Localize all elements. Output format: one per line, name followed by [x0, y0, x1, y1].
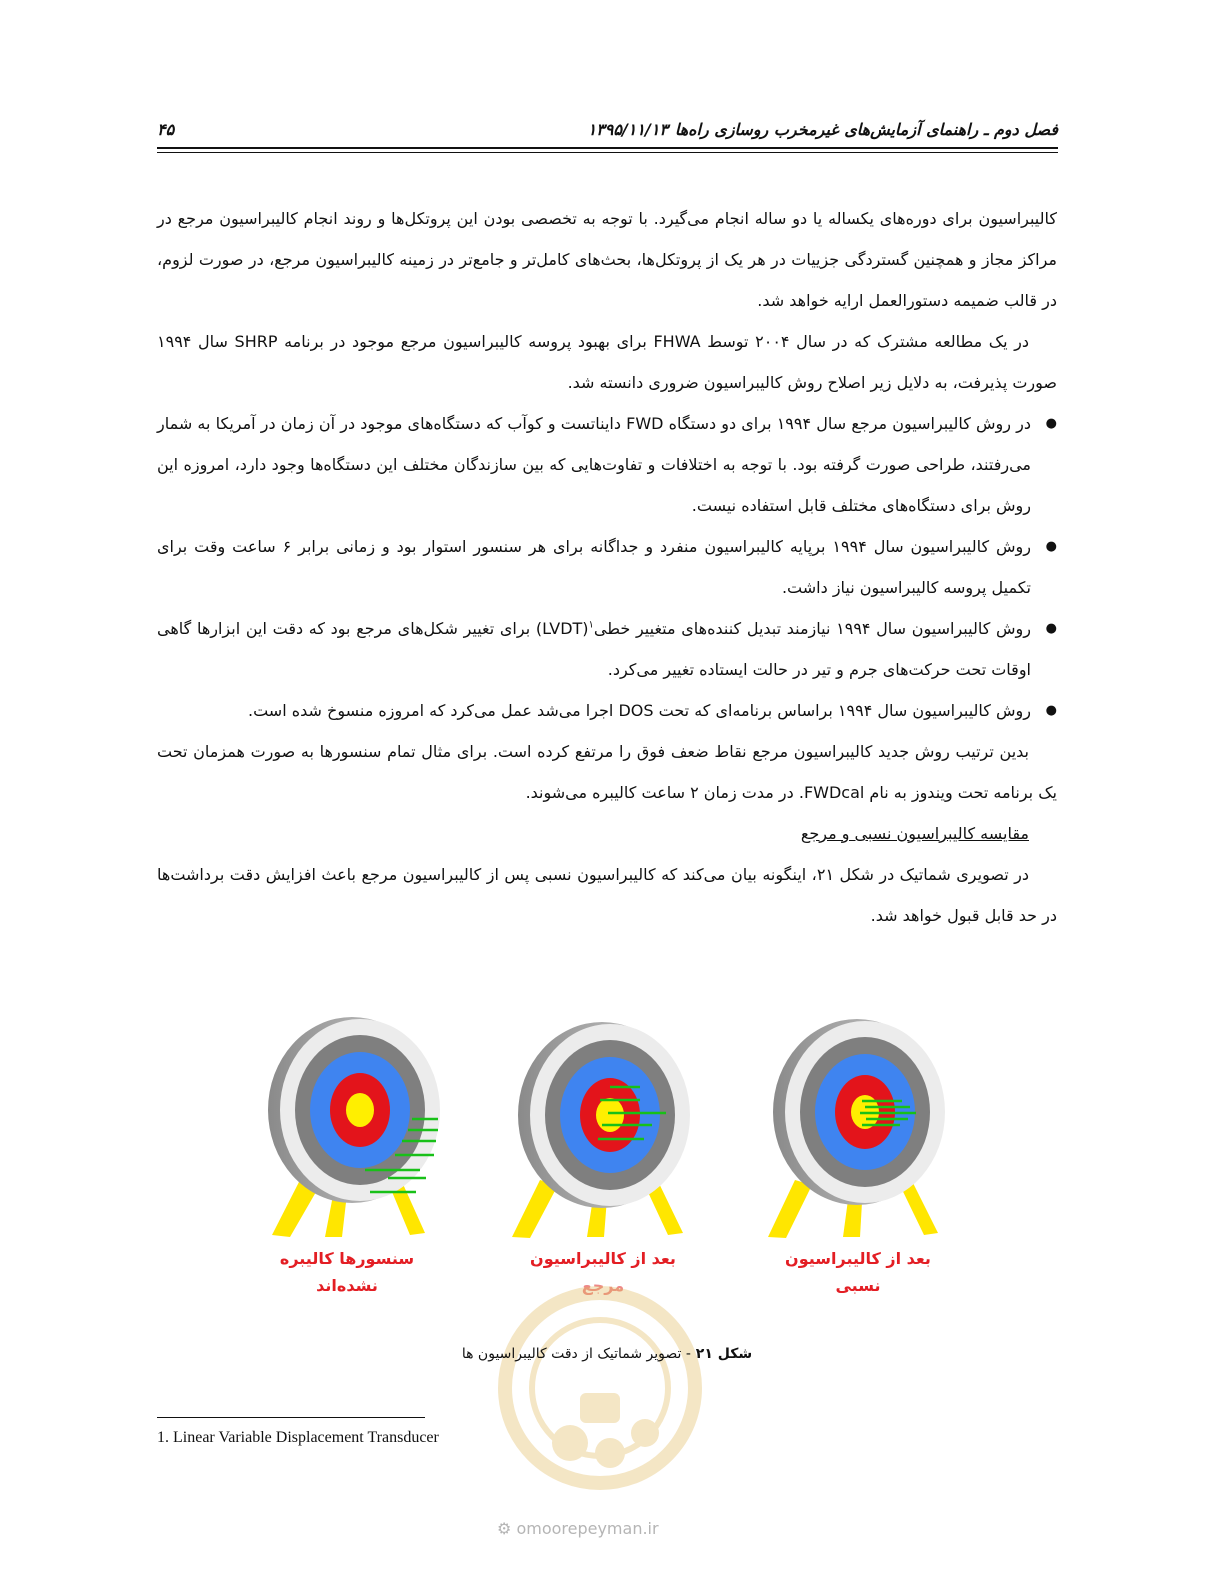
label-reference-line1: بعد از کالیبراسیون: [530, 1249, 676, 1268]
footnote-rule: [157, 1417, 425, 1418]
label-reference-line2: مرجع: [581, 1276, 625, 1295]
paragraph-4: در تصویری شماتیک در شکل ۲۱، اینگونه بیان می‌کند که کالیبراسیون نسبی پس از کالیبراسیون مرجع باعث افزایش دقت برداشت‌ها در حد قابل قبول خواهد شد.: [157, 865, 1057, 925]
paragraph-2: در یک مطالعه مشترک که در سال ۲۰۰۴ توسط FHWA برای بهبود پروسه کالیبراسیون مرجع موجود در برنامه SHRP سال ۱۹۹۴ صورت پذیرفت، به دلایل زیر اصلاح روش کالیبراسیون ضروری دانسته شد.: [157, 332, 1057, 392]
caption-text: - تصویر شماتیک از دقت کالیبراسیون ها: [461, 1346, 691, 1362]
watermark-logo: [485, 1268, 715, 1518]
bullet-list: [157, 403, 1057, 731]
bullet-item-1: ● در روش کالیبراسیون مرجع سال ۱۹۹۴ برای دو دستگاه FWD دایناتست و کوآب که دستگاه‌های موجود در آن زمان در آمریکا به شمار می‌رفتند، طراحی صورت گرفته بود. با توجه به اختلافات و تفاوت‌هایی که بین سازندگان مختلف این دستگاه‌ها وجود دارد، امروزه این روش برای دستگاه‌های مختلف قابل استفاده نیست.: [157, 403, 1031, 526]
label-relative: [773, 1245, 943, 1299]
caption-prefix: شکل ۲۱: [695, 1346, 753, 1362]
watermark-site-text: omoorepeyman.ir: [516, 1519, 659, 1538]
label-relative-line2: نسبی: [835, 1276, 881, 1295]
page-number: ۴۵: [157, 120, 175, 139]
header-rule-thin: [157, 152, 1058, 153]
page-header: [157, 118, 1058, 150]
label-uncalibrated: [262, 1245, 432, 1299]
header-title: فصل دوم ـ راهنمای آزمایش‌های غیرمخرب روسازی راه‌ها: [674, 120, 1058, 139]
footnote: 1. Linear Variable Displacement Transducer: [157, 1429, 439, 1446]
paragraph-3: بدین ترتیب روش جدید کالیبراسیون مرجع نقاط ضعف فوق را مرتفع کرده است. برای مثال تمام سنسورها به صورت همزمان تحت یک برنامه تحت ویندوز به نام FWDcal. در مدت زمان ۲ ساعت کالیبره می‌شوند.: [157, 742, 1057, 802]
bullet-3-text-a: روش کالیبراسیون سال ۱۹۹۴ نیازمند تبدیل کننده‌های متغییر خطی: [593, 619, 1031, 638]
target-uncalibrated: [268, 1017, 440, 1237]
header-rule: [157, 147, 1058, 149]
bullet-item-4: ● روش کالیبراسیون سال ۱۹۹۴ براساس برنامه‌ای که تحت DOS اجرا می‌شد عمل می‌کرد که امروزه منسوخ شده است.: [157, 690, 1031, 731]
bullet-item-2: ● روش کالیبراسیون سال ۱۹۹۴ برپایه کالیبراسیون منفرد و جداگانه برای هر سنسور استوار بود و زمانی برابر ۶ ساعت وقت برای تکمیل پروسه کالیبراسیون نیاز داشت.: [157, 526, 1031, 608]
figure-caption: [157, 1346, 1057, 1362]
watermark-site: [497, 1519, 659, 1538]
bullet-item-3: [157, 608, 1031, 690]
target-relative: [768, 1019, 945, 1238]
footnote-ref[interactable]: ۱: [588, 619, 594, 631]
target-reference: [512, 1022, 690, 1238]
label-relative-line1: بعد از کالیبراسیون: [785, 1249, 931, 1268]
watermark-icon: ⚙: [497, 1519, 512, 1538]
bullet-3-text-b: (LVDT) برای تغییر شکل‌های مرجع بود که دقت این ابزارها گاهی اوقات تحت حرکت‌های جرم و تیر در حالت ایستاده تغییر می‌کرد.: [157, 619, 1031, 679]
label-uncalibrated-line1: سنسورها کالیبره: [279, 1249, 415, 1268]
body-text: [157, 198, 1057, 936]
label-uncalibrated-line2: نشده‌اند: [316, 1276, 378, 1295]
paragraph-1: کالیبراسیون برای دوره‌های یکساله یا دو ساله انجام می‌گیرد. با توجه به تخصصی بودن این پروتکل‌ها و روند انجام کالیبراسیون مرجع در مراکز مجاز و همچنین گستردگی جزییات در هر یک از پروتکل‌ها، بحث‌های کامل‌تر و جامع‌تر در زمینه کالیبراسیون مرجع، در صورت لزوم، در قالب ضمیمه دستورالعمل ارایه خواهد شد.: [157, 209, 1057, 310]
header-date: ۱۳۹۵/۱۱/۱۳: [587, 120, 668, 139]
subheading: مقایسه کالیبراسیون نسبی و مرجع: [800, 824, 1029, 843]
